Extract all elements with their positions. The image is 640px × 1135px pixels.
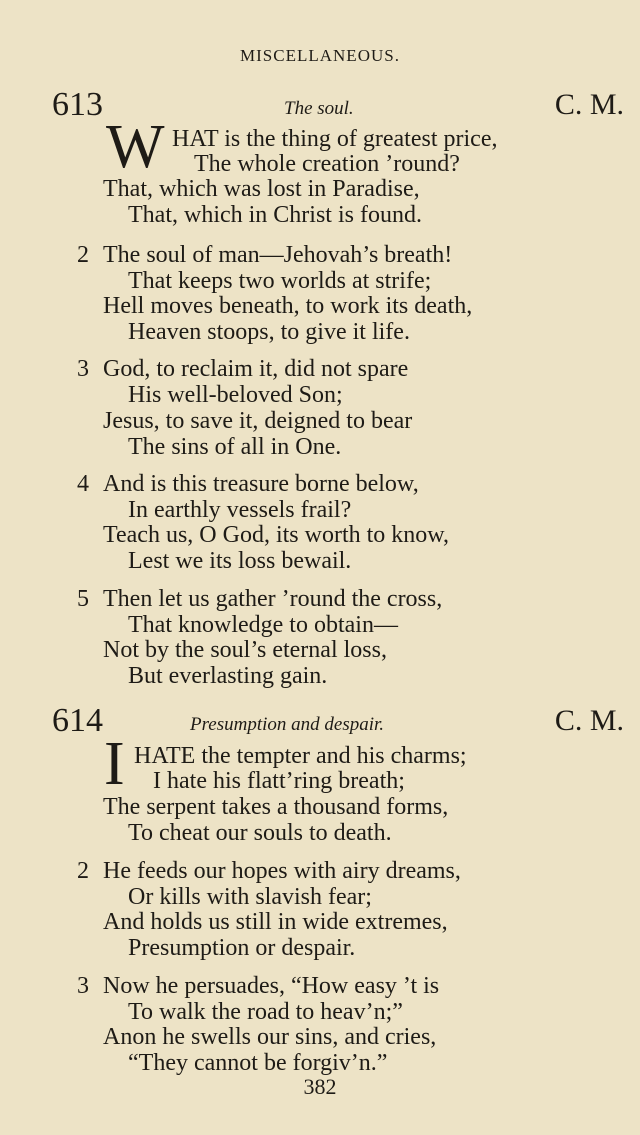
verse-line: The sins of all in One. [128, 434, 342, 460]
verse-number: 3 [77, 356, 89, 382]
verse-number: 2 [77, 242, 89, 268]
verse-line: Hell moves beneath, to work its death, [103, 293, 473, 319]
verse-line: Presumption or despair. [128, 935, 356, 961]
verse-line: And holds us still in wide extremes, [103, 909, 448, 935]
verse-number: 5 [77, 586, 89, 612]
verse-line: Heaven stoops, to give it life. [128, 319, 410, 345]
verse-line: God, to reclaim it, did not spare [103, 356, 409, 382]
verse-line: I hate his flatt’ring breath; [153, 768, 405, 794]
hymn-number: 614 [52, 702, 103, 739]
verse-line: To walk the road to heav’n;” [128, 999, 403, 1025]
drop-cap: W [106, 113, 165, 181]
verse-line: Then let us gather ’round the cross, [103, 586, 443, 612]
hymn-title: The soul. [284, 98, 354, 119]
hymn-number: 613 [52, 86, 103, 123]
hymn-614-header [0, 704, 640, 744]
verse-number: 3 [77, 973, 89, 999]
verse-line: Teach us, O God, its worth to know, [103, 522, 450, 548]
verse-number: 2 [77, 858, 89, 884]
verse-line: Anon he swells our sins, and cries, [103, 1024, 437, 1050]
verse-line: That, which in Christ is found. [128, 202, 422, 228]
verse-line: Lest we its loss bewail. [128, 548, 352, 574]
verse-line: But everlasting gain. [128, 663, 328, 689]
verse-line: “They cannot be forgiv’n.” [128, 1050, 388, 1076]
hymn-title: Presumption and despair. [190, 714, 385, 735]
verse-number: 4 [77, 471, 89, 497]
drop-cap: I [104, 730, 125, 798]
verse-line: And is this treasure borne below, [103, 471, 419, 497]
verse-line: In earthly vessels frail? [128, 497, 352, 523]
verse-line: Jesus, to save it, deigned to bear [103, 408, 413, 434]
hymn-meter: C. M. [554, 88, 624, 121]
hymn-meter: C. M. [554, 704, 624, 737]
verse-line: Now he persuades, “How easy ’t is [103, 973, 440, 999]
verse-line: He feeds our hopes with airy dreams, [103, 858, 461, 884]
verse-line: To cheat our souls to death. [128, 820, 392, 846]
verse-line: The serpent takes a thousand forms, [103, 794, 449, 820]
verse-line: That keeps two worlds at strife; [128, 268, 432, 294]
running-head: MISCELLANEOUS. [240, 46, 400, 65]
verse-line: HATE the tempter and his charms; [134, 743, 467, 769]
verse-line: Not by the soul’s eternal loss, [103, 637, 387, 663]
verse-line: That, which was lost in Paradise, [103, 176, 420, 202]
page-number: 382 [303, 1074, 337, 1099]
verse-line: The soul of man—Jehovah’s breath! [103, 242, 453, 268]
verse-line: Or kills with slavish fear; [128, 884, 372, 910]
verse-line: His well-beloved Son; [128, 382, 343, 408]
verse-line: That knowledge to obtain— [128, 612, 398, 638]
hymn-613-header [0, 88, 640, 128]
verse-line: The whole creation ’round? [194, 151, 460, 177]
verse-line: HAT is the thing of greatest price, [172, 126, 498, 152]
